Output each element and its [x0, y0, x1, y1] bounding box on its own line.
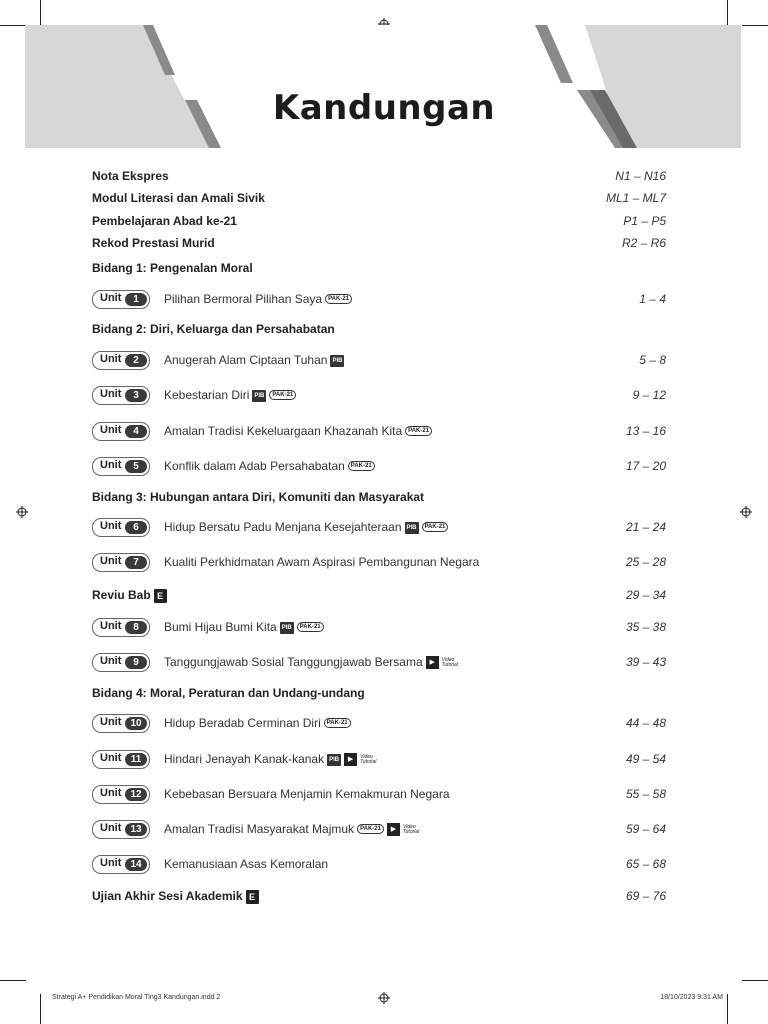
entry-pages: 35 – 38: [625, 620, 666, 634]
pib-icon: PIB: [327, 754, 341, 766]
entry-label: Modul Literasi dan Amali Sivik: [92, 191, 265, 205]
unit-title: Hindari Jenayah Kanak-kanak PIB ▶ Video Tutorial: [164, 752, 382, 766]
unit-badge: Unit 11: [92, 750, 150, 769]
unit-badge: Unit 10: [92, 714, 150, 733]
video-tutorial-label: Video Tutorial: [360, 753, 377, 765]
toc-entry-unit-6[interactable]: [92, 520, 666, 542]
entry-pages: N1 – N16: [615, 169, 666, 183]
page-title: Kandungan: [272, 88, 496, 128]
entry-pages: 29 – 34: [625, 588, 666, 602]
toc-entry-ujian-akhir[interactable]: [92, 889, 666, 911]
video-tutorial-label: Video Tutorial: [402, 823, 420, 835]
entry-label: Nota Ekspres: [92, 169, 169, 183]
toc-entry-unit-9[interactable]: [92, 655, 666, 677]
entry-pages: 49 – 54: [625, 752, 666, 766]
pib-icon: PIB: [405, 522, 419, 534]
toc-entry-unit-11[interactable]: [92, 752, 666, 774]
unit-title: Pilihan Bermoral Pilihan Saya PAK-21: [164, 292, 352, 306]
crop-mark: [742, 980, 768, 981]
registration-mark-icon: [16, 506, 28, 518]
footer-filename: Strategi A+ Pendidikan Moral Ting3 Kandungan.indd 2: [52, 994, 221, 1001]
video-icon: ▶: [426, 656, 439, 669]
toc-entry-unit-3[interactable]: [92, 388, 666, 410]
toc-entry-unit-1[interactable]: [92, 292, 666, 314]
pak21-icon: PAK-21: [297, 622, 324, 632]
crop-mark: [742, 25, 768, 26]
entry-label: Ujian Akhir Sesi Akademik E: [92, 889, 259, 904]
video-icon: ▶: [387, 823, 400, 836]
crop-mark: [0, 980, 26, 981]
entry-pages: P1 – P5: [623, 214, 666, 228]
entry-pages: 9 – 12: [632, 388, 666, 402]
ebook-icon: E: [246, 890, 259, 904]
toc-entry-rekod-prestasi[interactable]: [92, 236, 666, 258]
header-banner: [25, 25, 741, 148]
entry-pages: R2 – R6: [621, 236, 666, 250]
unit-title: Hidup Beradab Cerminan Diri PAK-21: [164, 716, 351, 730]
unit-title: Tanggungjawab Sosial Tanggungjawab Bersama ▶ Video Tutorial: [164, 655, 464, 669]
unit-title: Bumi Hijau Bumi Kita PIB PAK-21: [164, 620, 324, 634]
unit-badge: Unit 2: [92, 351, 150, 370]
toc-entry-unit-12[interactable]: [92, 787, 666, 809]
entry-pages: 1 – 4: [639, 292, 666, 306]
unit-title: Amalan Tradisi Masyarakat Majmuk PAK-21 ▶ Video Tutorial: [164, 822, 425, 836]
unit-badge: Unit 9: [92, 653, 150, 672]
unit-title: Konflik dalam Adab Persahabatan PAK-21: [164, 459, 375, 473]
unit-title: Anugerah Alam Ciptaan Tuhan PIB: [164, 353, 343, 367]
pak21-icon: PAK-21: [348, 461, 375, 471]
toc-entry-unit-7[interactable]: [92, 555, 666, 577]
entry-pages: 13 – 16: [625, 424, 666, 438]
toc-entry-unit-2[interactable]: [92, 353, 666, 375]
entry-pages: 17 – 20: [625, 459, 666, 473]
ebook-icon: E: [154, 589, 167, 603]
toc-entry-unit-5[interactable]: [92, 459, 666, 481]
entry-pages: 21 – 24: [625, 520, 666, 534]
pib-icon: PIB: [280, 622, 294, 634]
footer-timestamp: 18/10/2023 9:31 AM: [660, 994, 723, 1001]
crop-mark: [0, 25, 26, 26]
toc-entry-unit-8[interactable]: [92, 620, 666, 642]
entry-pages: 69 – 76: [625, 889, 666, 903]
toc-entry-reviu-bab[interactable]: [92, 588, 666, 610]
entry-pages: 39 – 43: [625, 655, 666, 669]
unit-title: Kebestarian Diri PIB PAK-21: [164, 388, 296, 402]
pib-icon: PIB: [330, 355, 344, 367]
entry-pages: 44 – 48: [625, 716, 666, 730]
pak21-icon: PAK-21: [324, 718, 351, 728]
unit-title: Kebebasan Bersuara Menjamin Kemakmuran Negara: [164, 787, 450, 801]
pak21-icon: PAK-21: [405, 426, 432, 436]
unit-title: Kualiti Perkhidmatan Awam Aspirasi Pembangunan Negara: [164, 555, 480, 569]
section-heading: Bidang 2: Diri, Keluarga dan Persahabatan: [92, 322, 335, 336]
section-heading: Bidang 4: Moral, Peraturan dan Undang-undang: [92, 686, 365, 700]
unit-title: Kemanusiaan Asas Kemoralan: [164, 857, 329, 871]
entry-pages: ML1 – ML7: [605, 191, 666, 205]
entry-pages: 59 – 64: [625, 822, 666, 836]
toc-entry-unit-14[interactable]: [92, 857, 666, 879]
pak21-icon: PAK-21: [269, 390, 296, 400]
toc-entry-unit-4[interactable]: [92, 424, 666, 446]
video-tutorial-label: Video Tutorial: [441, 656, 458, 668]
toc-entry-unit-13[interactable]: [92, 822, 666, 844]
pak21-icon: PAK-21: [357, 824, 384, 834]
entry-label: Rekod Prestasi Murid: [92, 236, 215, 250]
pib-icon: PIB: [252, 390, 266, 402]
section-heading: Bidang 1: Pengenalan Moral: [92, 261, 253, 275]
entry-pages: 5 – 8: [639, 353, 666, 367]
unit-badge: Unit 8: [92, 618, 150, 637]
unit-badge: Unit 6: [92, 518, 150, 537]
toc-entry-unit-10[interactable]: [92, 716, 666, 738]
unit-badge: Unit 12: [92, 785, 150, 804]
pak21-icon: PAK-21: [325, 294, 352, 304]
unit-badge: Unit 3: [92, 386, 150, 405]
toc-entry-modul-literasi[interactable]: [92, 191, 666, 213]
unit-badge: Unit 13: [92, 820, 150, 839]
entry-pages: 55 – 58: [625, 787, 666, 801]
unit-badge: Unit 4: [92, 422, 150, 441]
entry-pages: 65 – 68: [625, 857, 666, 871]
unit-title: Amalan Tradisi Kekeluargaan Khazanah Kita PAK-21: [164, 424, 432, 438]
entry-label: Pembelajaran Abad ke-21: [92, 214, 237, 228]
toc-entry-pembelajaran-abad[interactable]: [92, 214, 666, 236]
unit-badge: Unit 5: [92, 457, 150, 476]
pak21-icon: PAK-21: [422, 522, 449, 532]
entry-pages: 25 – 28: [625, 555, 666, 569]
crop-mark: [727, 994, 728, 1024]
crop-mark: [40, 994, 41, 1024]
section-heading: Bidang 3: Hubungan antara Diri, Komuniti dan Masyarakat: [92, 490, 425, 504]
unit-title: Hidup Bersatu Padu Menjana Kesejahteraan PIB PAK-21: [164, 520, 448, 534]
unit-badge: Unit 7: [92, 553, 150, 572]
unit-badge: Unit 1: [92, 290, 150, 309]
unit-badge: Unit 14: [92, 855, 150, 874]
entry-label: Reviu Bab E: [92, 588, 167, 603]
registration-mark-icon: [378, 992, 390, 1004]
registration-mark-icon: [740, 506, 752, 518]
video-icon: ▶: [344, 753, 357, 766]
toc-entry-nota-ekspres[interactable]: [92, 169, 666, 191]
